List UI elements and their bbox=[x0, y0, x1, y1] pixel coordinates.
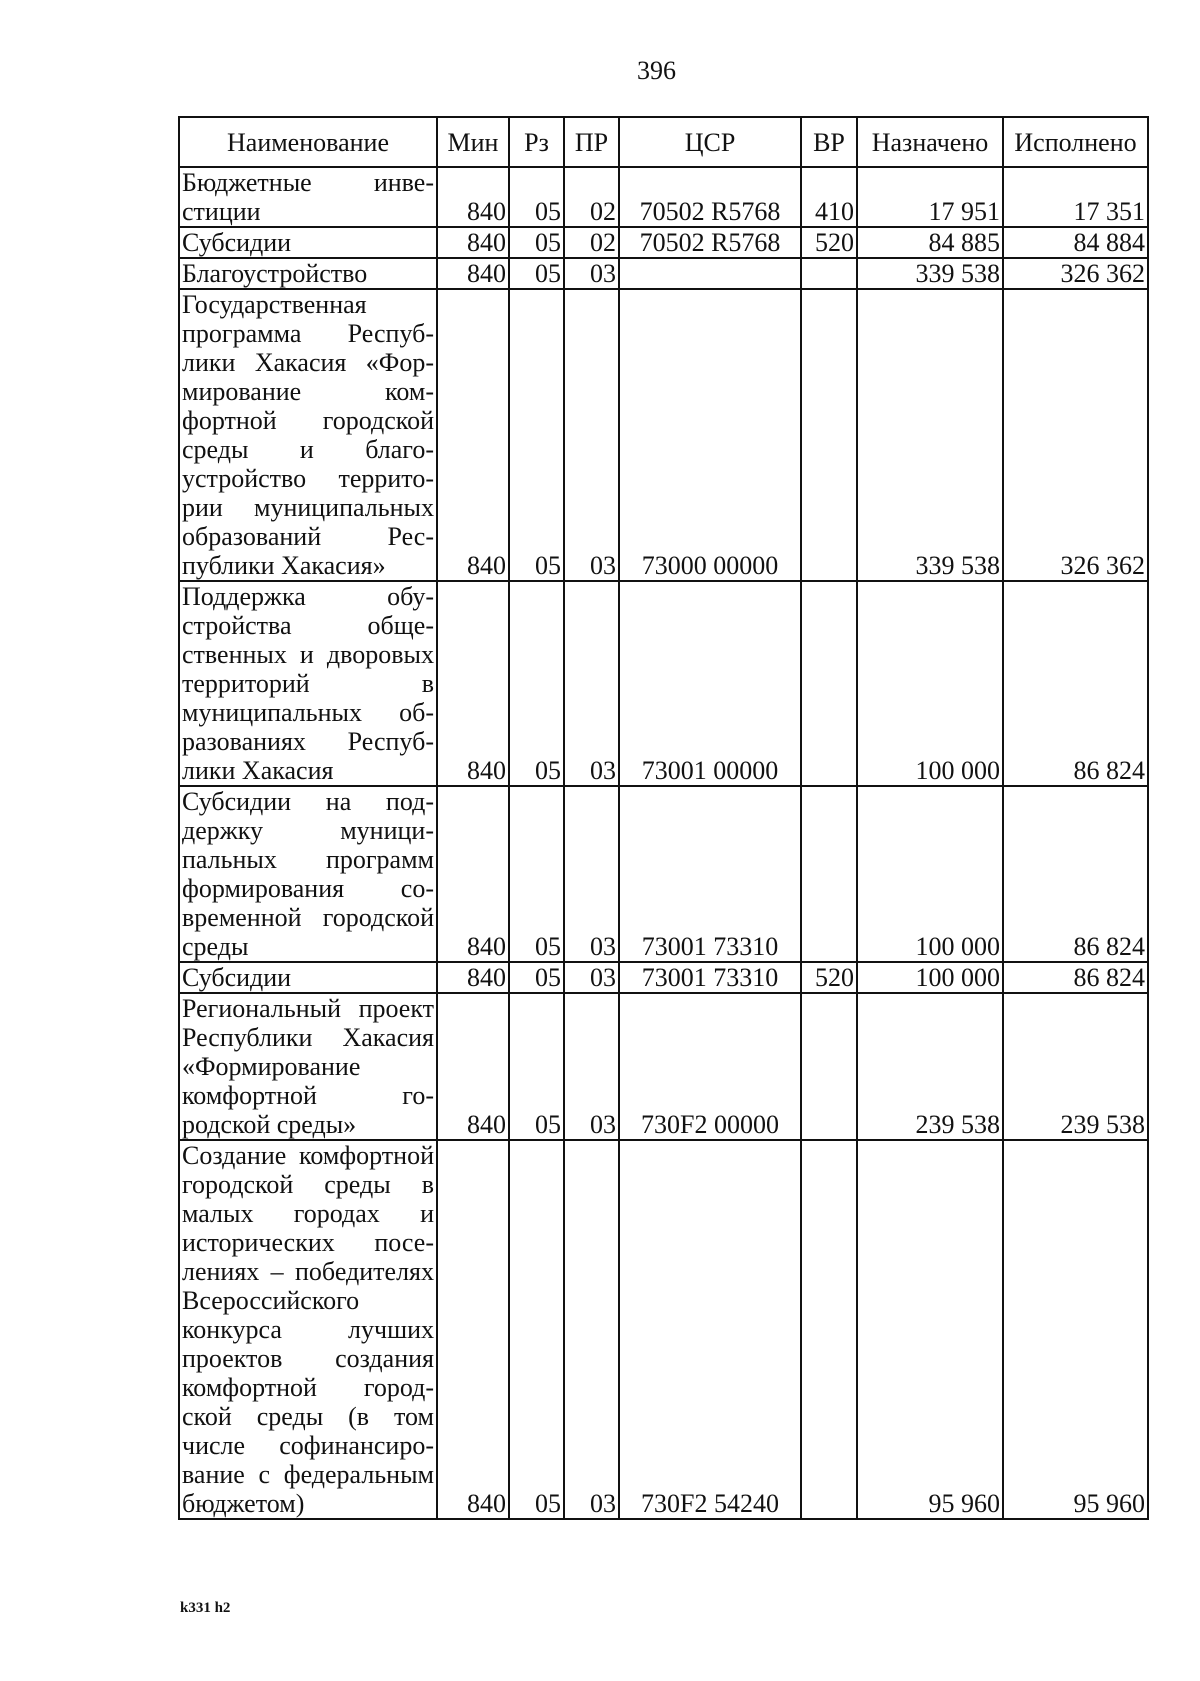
row-min: 840 bbox=[437, 786, 509, 962]
row-pr: 02 bbox=[564, 167, 619, 227]
table-row bbox=[179, 1140, 1148, 1519]
row-min: 840 bbox=[437, 581, 509, 786]
row-rz: 05 bbox=[509, 993, 564, 1140]
row-vr bbox=[801, 581, 857, 786]
row-vr bbox=[801, 1140, 857, 1519]
row-name: Субсидии на поддержку муниципальных программ формирования современной городской среды bbox=[179, 786, 437, 962]
row-min: 840 bbox=[437, 289, 509, 581]
row-rz: 05 bbox=[509, 962, 564, 993]
header-name: Наименование bbox=[179, 117, 437, 167]
table-row bbox=[179, 289, 1148, 581]
row-min: 840 bbox=[437, 993, 509, 1140]
row-rz: 05 bbox=[509, 1140, 564, 1519]
row-vr bbox=[801, 289, 857, 581]
row-assigned: 17 951 bbox=[857, 167, 1003, 227]
row-vr bbox=[801, 258, 857, 289]
row-vr: 520 bbox=[801, 962, 857, 993]
row-executed: 86 824 bbox=[1003, 786, 1148, 962]
row-executed: 86 824 bbox=[1003, 581, 1148, 786]
page-number: 396 bbox=[637, 56, 676, 85]
row-executed: 239 538 bbox=[1003, 993, 1148, 1140]
row-min: 840 bbox=[437, 167, 509, 227]
row-rz: 05 bbox=[509, 581, 564, 786]
row-vr bbox=[801, 786, 857, 962]
row-vr: 520 bbox=[801, 227, 857, 258]
row-csr: 730F2 54240 bbox=[619, 1140, 801, 1519]
row-executed: 95 960 bbox=[1003, 1140, 1148, 1519]
row-name: Благоустройство bbox=[179, 258, 437, 289]
header-min: Мин bbox=[437, 117, 509, 167]
row-vr bbox=[801, 993, 857, 1140]
row-vr: 410 bbox=[801, 167, 857, 227]
table-row bbox=[179, 581, 1148, 786]
row-min: 840 bbox=[437, 227, 509, 258]
row-assigned: 84 885 bbox=[857, 227, 1003, 258]
row-csr: 73001 00000 bbox=[619, 581, 801, 786]
footer-code: k331 h2 bbox=[180, 1600, 231, 1616]
row-pr: 03 bbox=[564, 1140, 619, 1519]
row-executed: 326 362 bbox=[1003, 289, 1148, 581]
table-row bbox=[179, 786, 1148, 962]
table-row bbox=[179, 993, 1148, 1140]
row-pr: 03 bbox=[564, 786, 619, 962]
header-csr: ЦСР bbox=[619, 117, 801, 167]
table-row bbox=[179, 962, 1148, 993]
row-name: Государственная программа Республики Хакасия «Формирование комфортной городской среды и благоустройство территории муниципальных образований Республики Хакасия» bbox=[179, 289, 437, 581]
row-assigned: 100 000 bbox=[857, 786, 1003, 962]
row-pr: 03 bbox=[564, 962, 619, 993]
row-csr: 73001 73310 bbox=[619, 962, 801, 993]
row-csr: 70502 R5768 bbox=[619, 167, 801, 227]
row-pr: 03 bbox=[564, 258, 619, 289]
row-name: Бюджетные инвестиции bbox=[179, 167, 437, 227]
row-csr: 70502 R5768 bbox=[619, 227, 801, 258]
table-row bbox=[179, 227, 1148, 258]
budget-table bbox=[178, 116, 1149, 1520]
row-assigned: 95 960 bbox=[857, 1140, 1003, 1519]
row-rz: 05 bbox=[509, 167, 564, 227]
row-csr: 730F2 00000 bbox=[619, 993, 801, 1140]
row-csr bbox=[619, 258, 801, 289]
row-name: Создание комфортной городской среды в малых городах и исторических поселениях – победителях Всероссийского конкурса лучших проектов создания комфортной городской среды (в том числе софинансирование с федеральным бюджетом) bbox=[179, 1140, 437, 1519]
row-min: 840 bbox=[437, 962, 509, 993]
header-pr: ПР bbox=[564, 117, 619, 167]
row-assigned: 339 538 bbox=[857, 258, 1003, 289]
row-rz: 05 bbox=[509, 258, 564, 289]
header-executed: Исполнено bbox=[1003, 117, 1148, 167]
row-name: Региональный проект Республики Хакасия «Формирование комфортной городской среды» bbox=[179, 993, 437, 1140]
row-pr: 03 bbox=[564, 581, 619, 786]
row-rz: 05 bbox=[509, 227, 564, 258]
row-csr: 73001 73310 bbox=[619, 786, 801, 962]
row-assigned: 100 000 bbox=[857, 581, 1003, 786]
row-rz: 05 bbox=[509, 786, 564, 962]
row-rz: 05 bbox=[509, 289, 564, 581]
row-name: Поддержка обустройства общественных и дворовых территорий в муниципальных образованиях Республики Хакасия bbox=[179, 581, 437, 786]
table-row bbox=[179, 258, 1148, 289]
row-executed: 17 351 bbox=[1003, 167, 1148, 227]
row-pr: 03 bbox=[564, 289, 619, 581]
row-executed: 326 362 bbox=[1003, 258, 1148, 289]
row-pr: 02 bbox=[564, 227, 619, 258]
row-assigned: 339 538 bbox=[857, 289, 1003, 581]
header-vr: ВР bbox=[801, 117, 857, 167]
header-rz: Рз bbox=[509, 117, 564, 167]
row-executed: 84 884 bbox=[1003, 227, 1148, 258]
row-name: Субсидии bbox=[179, 227, 437, 258]
row-assigned: 100 000 bbox=[857, 962, 1003, 993]
row-csr: 73000 00000 bbox=[619, 289, 801, 581]
table-row bbox=[179, 167, 1148, 227]
row-min: 840 bbox=[437, 258, 509, 289]
row-min: 840 bbox=[437, 1140, 509, 1519]
row-name: Субсидии bbox=[179, 962, 437, 993]
row-executed: 86 824 bbox=[1003, 962, 1148, 993]
header-assigned: Назначено bbox=[857, 117, 1003, 167]
row-pr: 03 bbox=[564, 993, 619, 1140]
row-assigned: 239 538 bbox=[857, 993, 1003, 1140]
header-row bbox=[179, 117, 1148, 167]
